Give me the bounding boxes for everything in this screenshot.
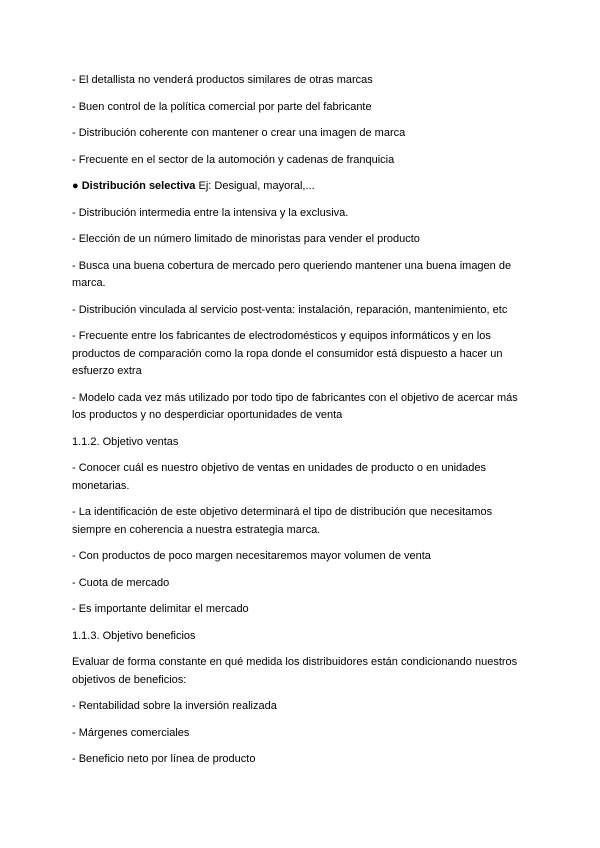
paragraph: Evaluar de forma constante en qué medida los distribuidores están condicionando nuestros objetivos de beneficios: [72, 656, 518, 686]
bullet-heading-bold: Distribución selectiva [81, 180, 196, 192]
bullet-heading [72, 178, 528, 196]
paragraph: - La identificación de este objetivo determinará el tipo de distribución que necesitamos siempre en coherencia a nuestra estrategia marca. [72, 506, 493, 536]
paragraph: - Modelo cada vez más utilizado por todo tipo de fabricantes con el objetivo de acercar más los productos y no desperdiciar oportunidades de venta [72, 391, 518, 421]
section-heading: 1.1.3. Objetivo beneficios [72, 629, 196, 642]
paragraph: - Busca una buena cobertura de mercado pero queriendo mantener una buena imagen de marca. [72, 259, 512, 289]
paragraph: - Cuota de mercado [72, 576, 170, 589]
paragraph: - El detallista no venderá productos similares de otras marcas [72, 74, 373, 86]
paragraph: - Conocer cuál es nuestro objetivo de ventas en unidades de producto o en unidades monetarias. [72, 462, 487, 492]
bullet-icon: ● [72, 180, 79, 192]
paragraph: - Frecuente en el sector de la automoción y cadenas de franquicia [72, 153, 395, 166]
paragraph: - Es importante delimitar el mercado [72, 603, 249, 615]
paragraph: - Rentabilidad sobre la inversión realizada [72, 700, 277, 712]
paragraph: - Distribución coherente con mantener o crear una imagen de marca [72, 127, 406, 139]
document-page [72, 72, 528, 778]
paragraph: - Beneficio neto por línea de producto [72, 753, 256, 765]
paragraph: - Distribución vinculada al servicio post-venta: instalación, reparación, mantenimiento, etc [72, 303, 508, 316]
section-heading: 1.1.2. Objetivo ventas [72, 435, 179, 448]
paragraph: - Frecuente entre los fabricantes de electrodomésticos y equipos informáticos y en los productos de comparación como la ropa donde el consumidor está dispuesto a hacer un esfuerzo extra [72, 330, 503, 377]
bullet-heading-rest: Ej: Desigual, mayoral,... [195, 180, 315, 192]
paragraph: - Distribución intermedia entre la intensiva y la exclusiva. [72, 206, 349, 219]
paragraph: - Buen control de la política comercial por parte del fabricante [72, 100, 372, 113]
paragraph: - Elección de un número limitado de minoristas para vender el producto [72, 233, 420, 245]
paragraph: - Márgenes comerciales [72, 726, 190, 739]
paragraph: - Con productos de poco margen necesitaremos mayor volumen de venta [72, 550, 431, 562]
